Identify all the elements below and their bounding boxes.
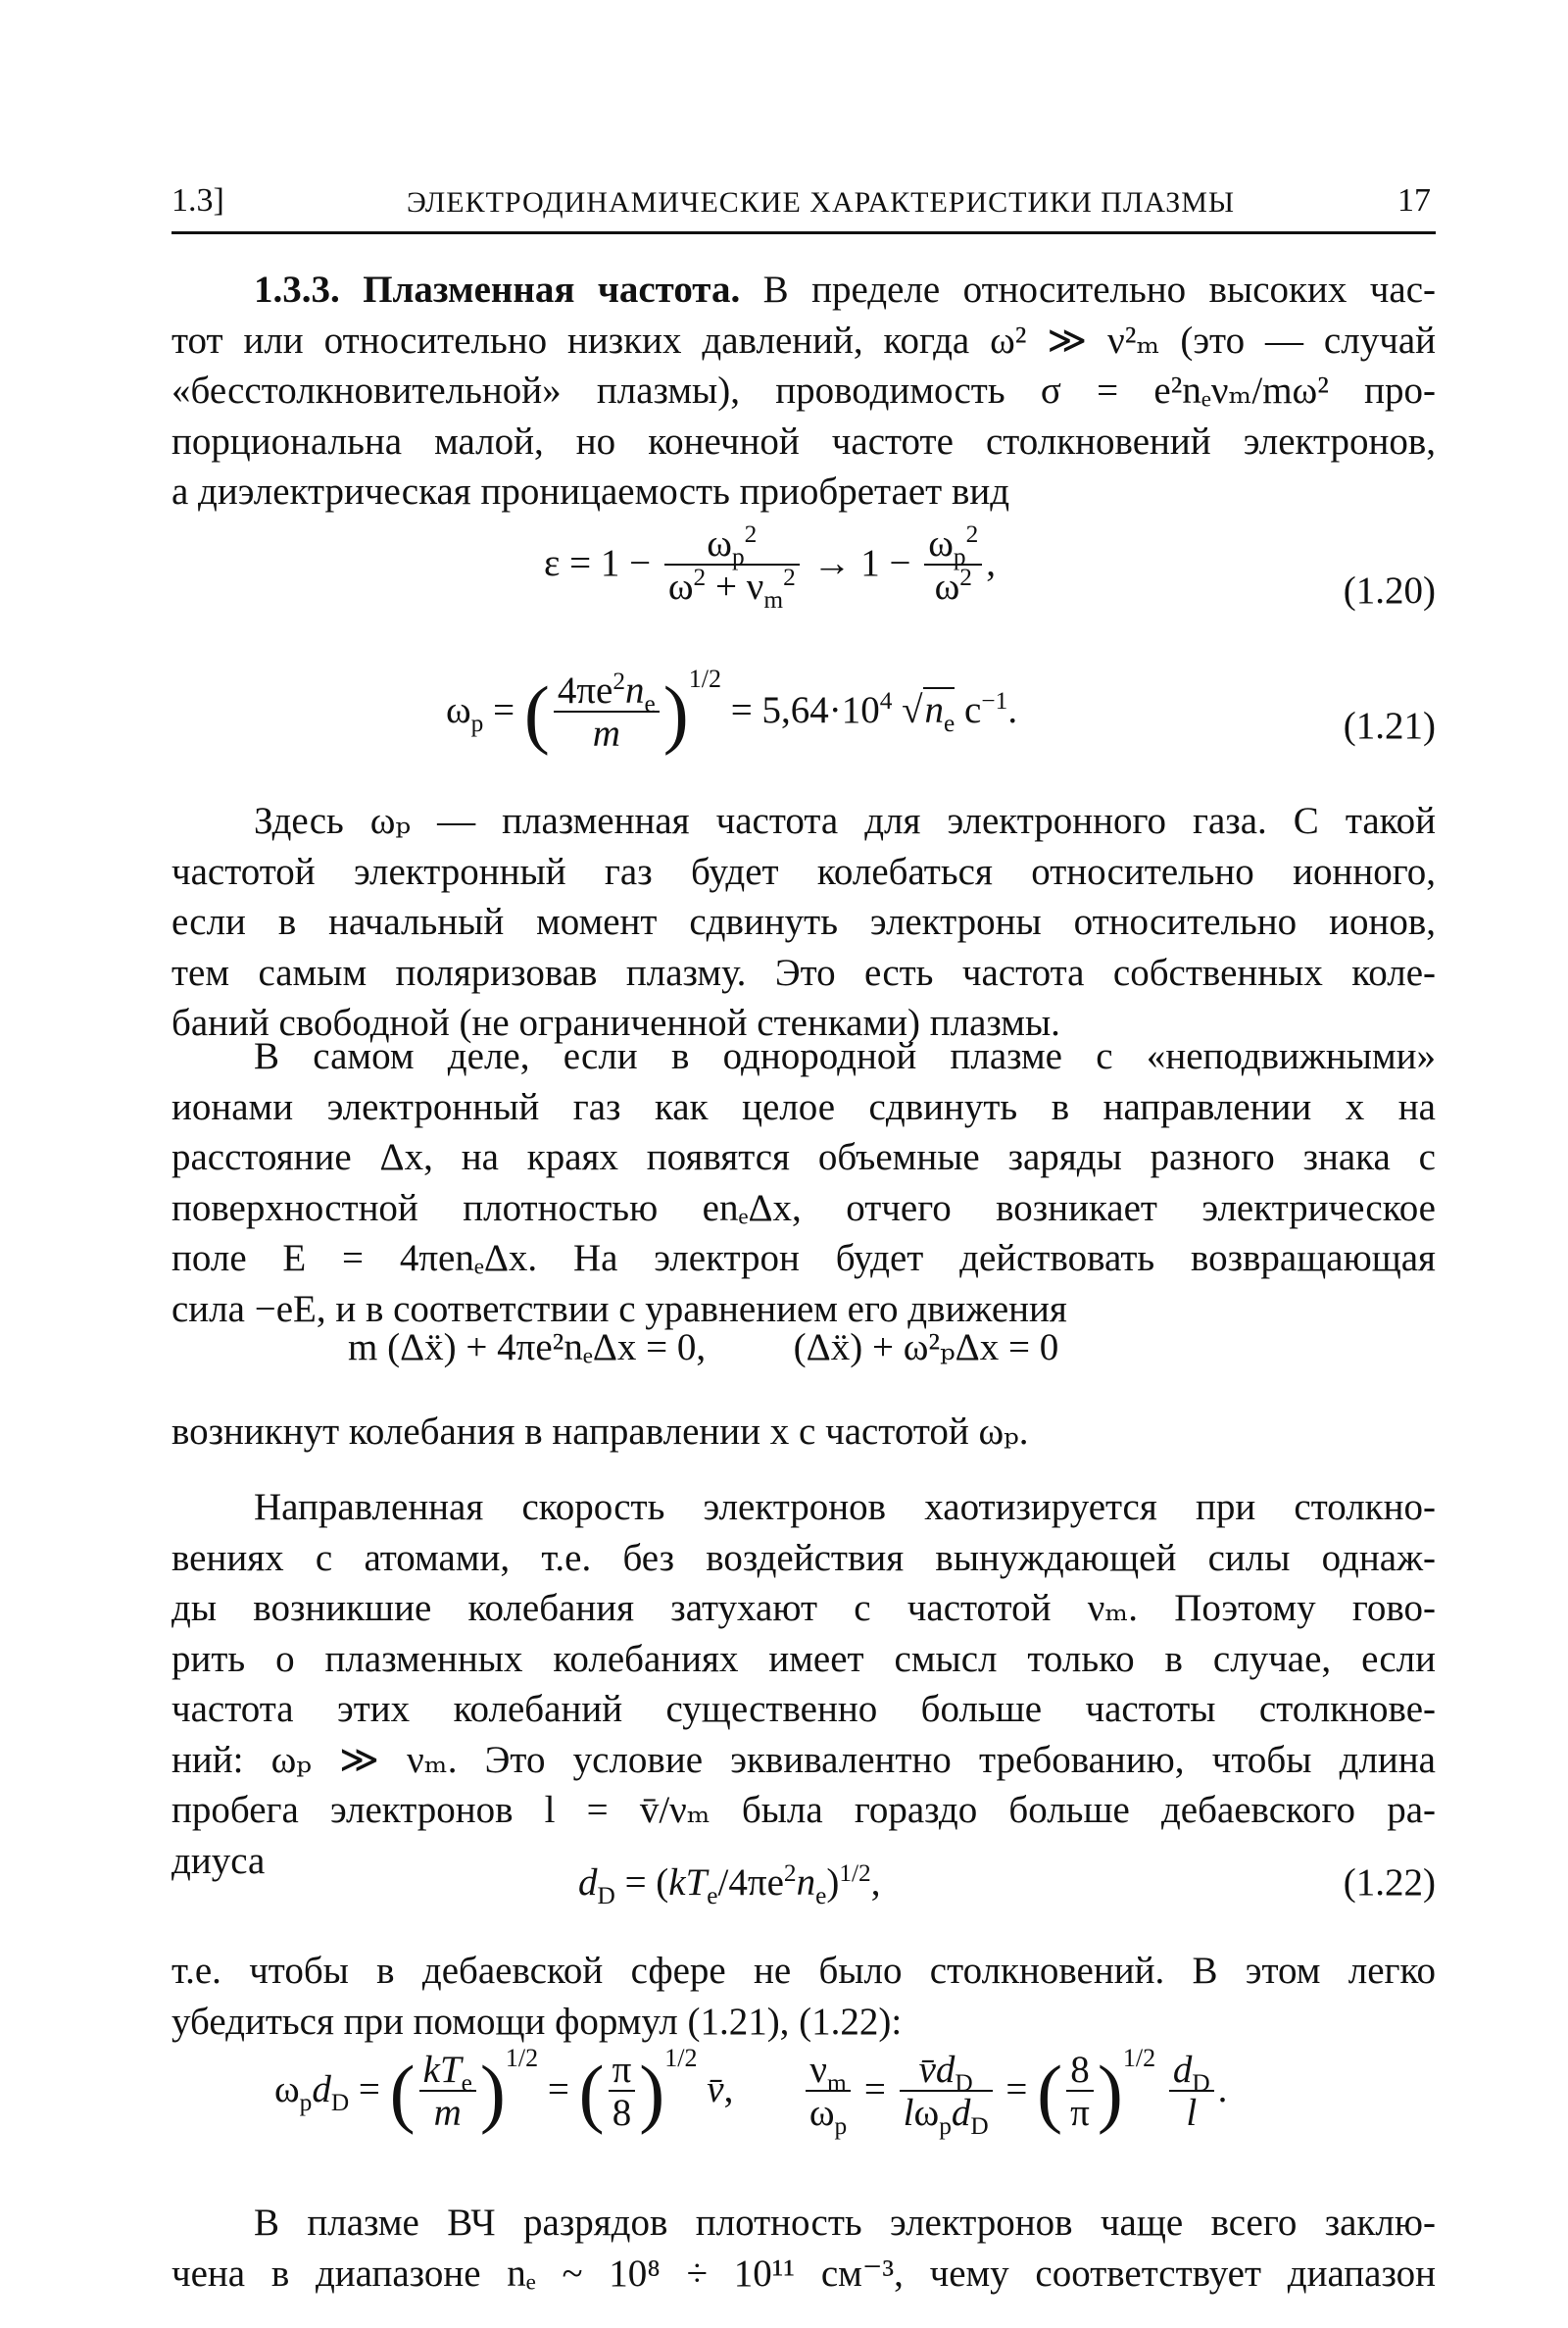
text-line: тот или относительно низких давлений, когда ω² ≫ ν²ₘ (это — случай: [172, 319, 1436, 362]
equation-1-20: ε = 1 − $\frac{\omega_p^2}{\omega^2 + \nu_m^2}$ → 1 − $\frac{\omega_p^2}{\omega^2}$ ,: [544, 520, 997, 614]
text-line: тем самым поляризовав плазму. Это есть частота собственных коле-: [172, 951, 1436, 994]
text-line: Здесь ωₚ — плазменная частота для электронного газа. С такой: [254, 800, 1436, 842]
text-line: расстояние Δx, на краях появятся объемные заряды разного знака с: [172, 1136, 1436, 1178]
text-line: сила −eE, и в соответствии с уравнением его движения: [172, 1287, 1067, 1330]
equation-1-21-unit: c: [964, 688, 982, 731]
equation-motion-part1: m (Δẍ) + 4πe²nₑΔx = 0,: [348, 1326, 707, 1368]
header-page-number: 17: [1397, 182, 1431, 219]
equation-1-21-value: = 5,64·10: [730, 688, 880, 731]
equation-debye-product: $\omega_pd_D$ = ( $\frac{kT_e}{m}$ )$^{1/2}$ = ( $\frac{\pi}{8}$ )$^{1/2}$ v̄, $\frac{\nu_m}{\omega_p}$ = $\frac{v̄d_D}{l\omega_pd_D}$ = ( $\frac{8}{\pi}$ )$^{1/2}$ $\frac{d_D}{l}$ .: [274, 2043, 1228, 2140]
text-line: возникнут колебания в направлении x с частотой ωₚ.: [172, 1411, 1029, 1453]
text-line: В плазме ВЧ разрядов плотность электронов чаще всего заклю-: [254, 2202, 1436, 2244]
paragraph-plasma-frequency-definition: [172, 796, 1436, 1049]
section-heading: 1.3.3. Плазменная частота.: [254, 269, 741, 311]
text-line: поверхностной плотностью enₑΔx, отчего возникает электрическое: [172, 1186, 1436, 1229]
paragraph-rf-discharge: [172, 2198, 1436, 2299]
text-line: порциональна малой, но конечной частоте столкновений электронов,: [172, 420, 1436, 463]
text-line: ний: ωₚ ≫ νₘ. Это условие эквивалентно требованию, чтобы длина: [172, 1738, 1436, 1781]
equation-1-21: $\omega_p$ = ( $\frac{4\pi e^2n_e}{m}$ )$^{1/2} = 5,64\cdot 10^4$ $√n_e$ $c^{-1}$.: [446, 664, 1018, 756]
text-line: частотой электронный газ будет колебаться относительно ионного,: [172, 850, 1436, 893]
paragraph-plasma-frequency-intro: [172, 265, 1436, 518]
equation-number-1-20: (1.20): [1343, 570, 1436, 612]
text-line: рить о плазменных колебаниях имеет смысл только в случае, если: [172, 1637, 1436, 1680]
text-line: ды возникшие колебания затухают с частотой νₘ. Поэтому гово-: [172, 1587, 1436, 1629]
equation-number-1-22: (1.22): [1343, 1861, 1436, 1904]
equation-number-1-21: (1.21): [1343, 705, 1436, 747]
text-line: В самом деле, если в однородной плазме с «неподвижными»: [254, 1035, 1436, 1077]
text-line: а диэлектрическая проницаемость приобретает вид: [172, 471, 1010, 513]
text-line: баний свободной (не ограниченной стенками) плазмы.: [172, 1002, 1060, 1044]
running-header: [172, 182, 1431, 222]
text-line: если в начальный момент сдвинуть электроны относительно ионов,: [172, 901, 1436, 943]
text-line: вениях с атомами, т.е. без воздействия вынуждающей силы однаж-: [172, 1536, 1436, 1579]
equation-of-motion: [348, 1325, 1058, 1369]
paragraph-displacement-argument: [172, 1031, 1436, 1334]
paragraph-collision-damping: [172, 1482, 1436, 1886]
header-section-number: 1.3]: [172, 182, 224, 219]
text-line: чена в диапазоне nₑ ~ 10⁸ ÷ 10¹¹ см⁻³, чему соответствует диапазон: [172, 2252, 1436, 2295]
text-line: поле E = 4πenₑΔx. На электрон будет действовать возвращающая: [172, 1237, 1436, 1279]
text-line: частота этих колебаний существенно больше частоты столкнове-: [172, 1688, 1436, 1730]
paragraph-debye-check: [172, 1946, 1436, 2047]
text-line: ионами электронный газ как целое сдвинуть в направлении x на: [172, 1085, 1436, 1128]
text-line: убедиться при помощи формул (1.21), (1.22):: [172, 2000, 903, 2043]
text-line: пробега электронов l = v̄/νₘ была гораздо больше дебаевского ра-: [172, 1789, 1436, 1831]
paragraph-oscillation-result: [172, 1407, 1436, 1458]
equation-1-22: $d_D = (kT_e/4\pi e^2n_e)^{1/2}$,: [578, 1859, 881, 1909]
text-line: В пределе относительно высоких час-: [762, 269, 1436, 311]
text-line: т.е. чтобы в дебаевской сфере не было столкновений. В этом легко: [172, 1950, 1436, 1992]
text-line: Направленная скорость электронов хаотизируется при столкно-: [254, 1486, 1436, 1528]
text-line: «бесстолкновительной» плазмы), проводимость σ = e²nₑνₘ/mω² про-: [172, 370, 1436, 412]
header-rule: [172, 231, 1436, 234]
equation-motion-part2: (Δẍ) + ω²ₚΔx = 0: [793, 1326, 1059, 1368]
text-line: диуса: [172, 1839, 266, 1882]
header-title: ЭЛЕКТРОДИНАМИЧЕСКИЕ ХАРАКТЕРИСТИКИ ПЛАЗМЫ: [407, 186, 1236, 219]
